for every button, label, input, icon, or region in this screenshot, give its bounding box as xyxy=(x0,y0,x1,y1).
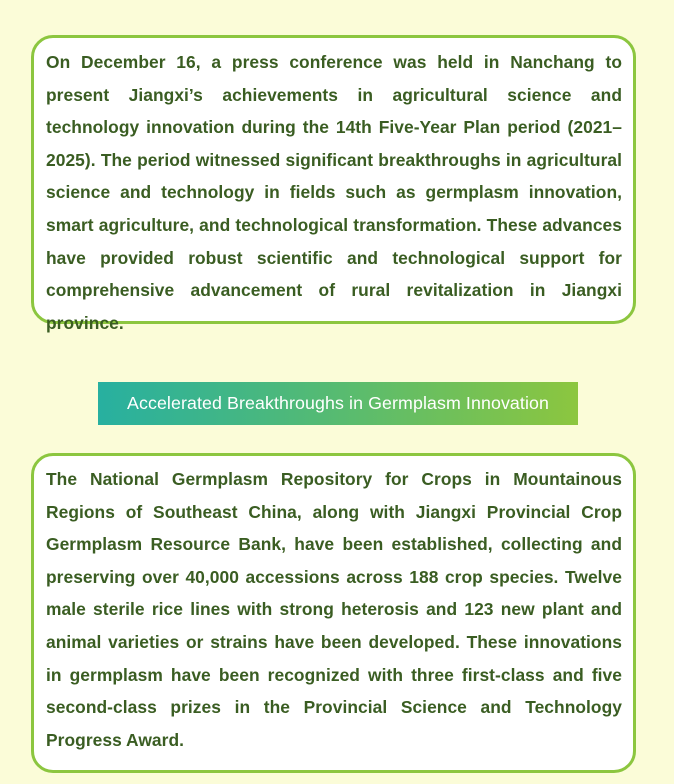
intro-card xyxy=(31,35,636,333)
germplasm-paragraph: The National Germplasm Repository for Crops in Mountainous Regions of Southeast China, along with Jiangxi Provincial Crop Germplasm Resource Bank, have been established, collecting and preserving over 40,000 accessions across 188 crop species. Twelve male sterile rice lines with strong heterosis and 123 new plant and animal varieties or strains have been developed. These innovations in germplasm have been recognized with three first-class and five second-class prizes in the Provincial Science and Technology Progress Award. xyxy=(46,469,622,750)
intro-paragraph: On December 16, a press conference was held in Nanchang to present Jiangxi’s achievements in agricultural science and technology innovation during the 14th Five-Year Plan period (2021–2025). The period witnessed significant breakthroughs in agricultural science and technology in fields such as germplasm innovation, smart agriculture, and technological transformation. These advances have provided robust scientific and technological support for comprehensive advancement of rural revitalization in Jiangxi province. xyxy=(46,52,622,333)
germplasm-card xyxy=(31,453,636,773)
section-heading: Accelerated Breakthroughs in Germplasm Innovation xyxy=(98,382,578,425)
